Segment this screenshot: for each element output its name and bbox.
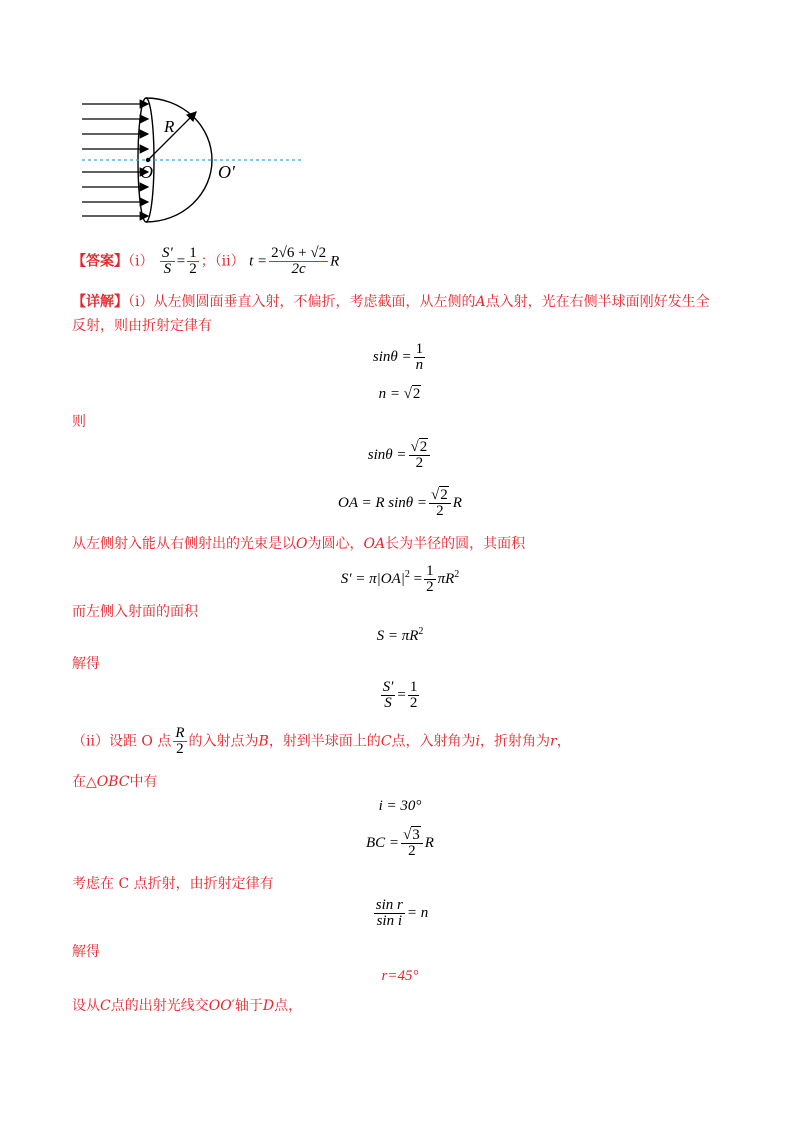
detail-line-3: 从左侧射入能从右侧射出的光束是以O为圆心，OA长为半径的圆，其面积 <box>72 536 526 552</box>
word-solve-2: 解得 <box>72 944 100 960</box>
word-then: 则 <box>72 414 86 430</box>
detail-line-6: 在△OBC中有 <box>72 774 158 790</box>
eq-BC: BC = $\frac{√3}{2}$ R <box>366 827 434 859</box>
eq-ratio: $\frac{S'}{S}$ = $\frac{1}{2}$ <box>382 679 418 711</box>
eq-sin-theta: sinθ = $\frac{1}{n}$ <box>372 341 424 373</box>
eq-n: n = √2 <box>378 386 421 402</box>
detail-line-5: （ii）设距 O 点 $\frac{R}{2}$ 的入射点为B，射到半球面上的C点，入射角为i，折射角为r， <box>72 725 571 757</box>
eq-S: $S = \pi R^2$ <box>376 626 424 644</box>
eq-r: r=45° <box>381 968 419 984</box>
word-solve-1: 解得 <box>72 656 100 672</box>
answer-time-frac: $\frac{2√6 + √2}{2c}$ <box>271 245 327 277</box>
eq-S-prime: $S' = \pi|OA|^2$ = $\frac{1}{2}$ $\pi R^2$ <box>340 563 460 595</box>
eq-i: i = 30° <box>378 798 422 814</box>
label-Oprime: O′ <box>218 162 235 182</box>
hemisphere-diagram <box>78 92 318 227</box>
detail-line-4: 而左侧入射面的面积 <box>72 604 198 620</box>
answer-frac: $\frac{S'}{S}$ <box>161 245 173 277</box>
detail-line-8: 设从C点的出射光线交OO′轴于D点， <box>72 998 303 1014</box>
detail-tag: 【详解】 <box>72 294 128 310</box>
eq-snell: $\frac{\text{sin r}}{\text{sin i}}$ = n <box>375 897 429 929</box>
detail-line-2: 反射，则由折射定律有 <box>72 318 212 334</box>
eq-OA: OA = R sinθ = $\frac{√2}{2}$ R <box>338 487 462 519</box>
label-O: O <box>140 162 153 182</box>
detail-line-1: 【详解】（i）从左侧圆面垂直入射，不偏折，考虑截面，从左侧的A点入射，光在右侧半球面刚好发生全 <box>72 294 710 310</box>
eq-sin-theta-value: sinθ = $\frac{√2}{2}$ <box>0 440 800 471</box>
answer-tag: 【答案】 <box>72 253 128 270</box>
answer-line: 【答案】（i） $\frac{S'}{S}$ = $\frac{1}{2}$ ；（ii） t = $\frac{2√6 + √2}{2c}$ R <box>72 245 340 277</box>
detail-line-7: 考虑在 C 点折射，由折射定律有 <box>72 876 274 892</box>
label-R: R <box>164 117 175 136</box>
